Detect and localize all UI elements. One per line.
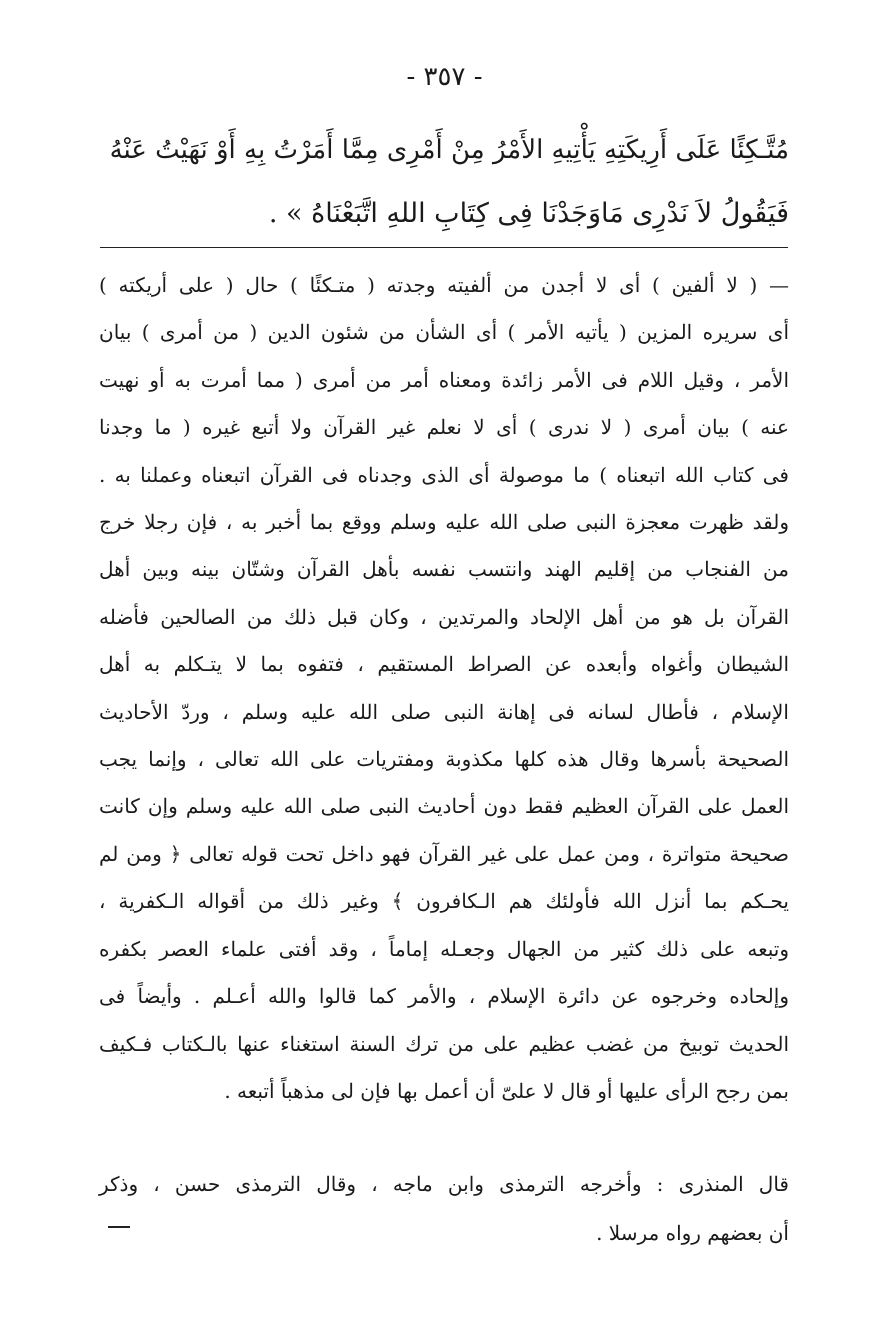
commentary-line: القرآن بل هو من أهل الإلحاد والمرتدين ، وكان قبل ذلك من الصالحين فأضله — [99, 604, 789, 629]
hadith-text — [99, 118, 789, 246]
commentary-line: وإلحاده وخرجوه عن دائرة الإسلام ، والأمر كما قالوا والله أعـلم . وأيضاً فى — [99, 984, 789, 1009]
mundhiri-note — [99, 1160, 789, 1258]
page-number: - ٣٥٧ - — [406, 62, 483, 92]
commentary-line: صحيحة متواترة ، ومن عمل على غير القرآن فهو داخل تحت قوله تعالى ﴿ ومن لم — [99, 841, 789, 866]
hadith-line: فَيَقُولُ لاَ نَدْرِى مَاوَجَدْنَا فِى كِتَابِ اللهِ اتَّبَعْنَاهُ » . — [268, 198, 789, 229]
commentary-line: وتبعه على ذلك كثير من الجهال وجعـله إماماً ، وقد أفتى علماء العصر بكفره — [99, 936, 789, 961]
commentary-line: — ( لا ألفين ) أى لا أجدن من ألفيته وجدته ( متـكئًا ) حال ( على أريكته ) — [99, 273, 789, 297]
commentary-line: ولقد ظهرت معجزة النبى صلى الله عليه وسلم ووقع بما أخبر به ، فإن رجلا خرج — [99, 510, 789, 535]
hadith-line: مُتَّـكِئًا عَلَى أَرِيكَتِهِ يَأْتِيهِ الأَمْرُ مِنْ أَمْرِى مِمَّا أَمَرْتُ بِهِ أَوْ نَهَيْتُ عَنْهُ — [109, 135, 789, 165]
end-dash — [108, 1226, 130, 1228]
commentary-text — [99, 262, 789, 1115]
commentary-line: الصحيحة بأسرها وقال هذه كلها مكذوبة ومفتريات على الله تعالى ، وإنما يجب — [99, 747, 789, 772]
note-line: قال المنذرى : وأخرجه الترمذى وابن ماجه ، وقال الترمذى حسن ، وذكر — [99, 1172, 789, 1196]
commentary-line: الحديث توبيخ من غضب عظيم على من ترك السنة استغناء عنها بالـكتاب فـكيف — [99, 1031, 789, 1056]
separator-rule — [100, 247, 788, 248]
commentary-line: عنه ) بيان أمرى ( لا ندرى ) أى لا نعلم غير القرآن ولا أتبع غيره ( ما وجدنا — [99, 415, 789, 440]
commentary-line: أى سريره المزين ( يأتيه الأمر ) أى الشأن من شئون الدين ( من أمرى ) بيان — [99, 320, 789, 345]
commentary-line: الشيطان وأغواه وأبعده عن الصراط المستقيم ، فتفوه بما لا يتـكلم به أهل — [99, 652, 789, 677]
commentary-line: من الفنجاب من إقليم الهند وانتسب نفسه بأهل القرآن وشتّان بينه وبين أهل — [99, 557, 789, 582]
commentary-line: فى كتاب الله اتبعناه ) ما موصولة أى الذى وجدناه فى القرآن اتبعناه وعملنا به . — [99, 462, 789, 487]
commentary-line: الإسلام ، فأطال لسانه فى إهانة النبى صلى الله عليه وسلم ، وردّ الأحاديث — [99, 699, 789, 724]
commentary-line: الأمر ، وقيل اللام فى الأمر زائدة ومعناه أمر من أمرى ( مما أمرت به أو نهيت — [99, 367, 789, 392]
commentary-line: العمل على القرآن العظيم فقط دون أحاديث النبى صلى الله عليه وسلم وإن كانت — [99, 794, 789, 819]
commentary-line: بمن رجح الرأى عليها أو قال لا علىّ أن أعمل بها فإن لى مذهباً أتبعه . — [224, 1078, 789, 1103]
note-line: أن بعضهم رواه مرسلا . — [596, 1221, 789, 1245]
commentary-line: يحـكم بما أنزل الله فأولئك هم الـكافرون ﴾ وغير ذلك من أقواله الـكفرية ، — [99, 889, 789, 914]
